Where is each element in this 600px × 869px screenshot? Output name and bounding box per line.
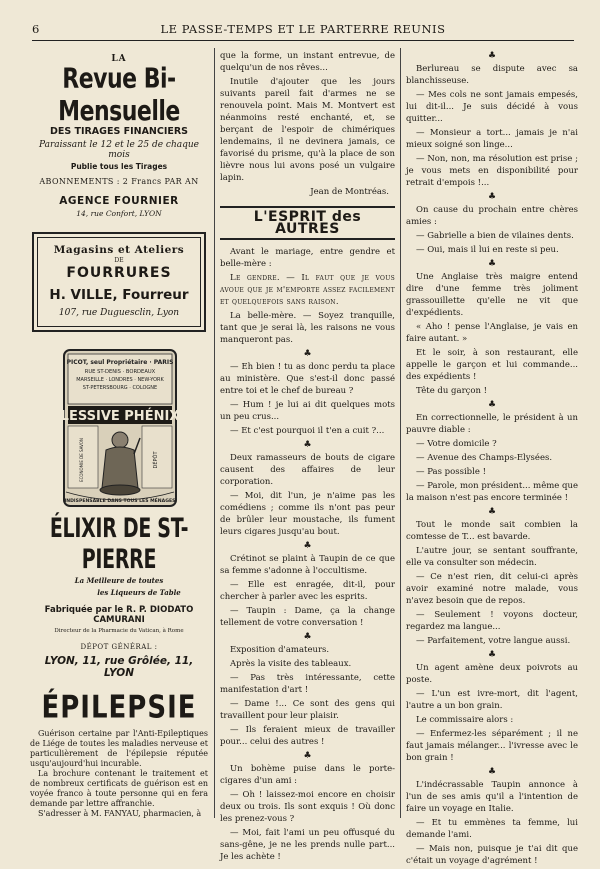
paragraph: L'indécrassable Taupin annonce à l'un de ses amis qu'il a l'intention de faire un voyage en Italie. <box>406 780 578 814</box>
paragraph: — L'un est ivre-mort, dit l'agent, l'autre a un bon grain. <box>406 689 578 711</box>
ad-fourrures-magasins: Magasins et Ateliers <box>53 244 185 256</box>
ad-elixir-depot: DÉPOT GÉNÉRAL : <box>80 643 158 651</box>
ad-revue-publie: Publie tous les Tirages <box>70 162 168 171</box>
club-ornament: ♣ <box>487 400 497 410</box>
paragraph: — Elle est enragée, dit-il, pour chercher à parler avec les esprits. <box>220 580 395 602</box>
lessive-right-text: DÉPÔT <box>153 451 159 469</box>
ad-epilepsie-p3: S'adresser à M. FANYAU, pharmacien, à <box>38 809 202 818</box>
middle-column <box>220 50 395 865</box>
anecdote-block <box>220 763 395 863</box>
anecdote-block <box>406 519 578 647</box>
ad-revue-subtitle: DES TIRAGES FINANCIERS <box>49 126 189 137</box>
paragraph: — Non, non, ma résolution est prise ; je vous mets en disponibilité pour retrait d'empois !... <box>406 154 578 188</box>
paragraph: — Moi, fait l'ami un peu offusqué du sans-gêne, je ne les prends nulle part... Je les achète ! <box>220 828 395 862</box>
anecdote-block <box>406 412 578 504</box>
paragraph: La belle-mère. — Soyez tranquille, tant que je serai là, les raisons ne vous manqueront pas. <box>220 311 395 345</box>
club-ornament: ♣ <box>303 541 312 551</box>
paragraph: Et le soir, à son restaurant, elle appelle le garçon et lui commande... des expédients ! <box>406 348 578 382</box>
lessive-brand: LESSIVE PHÉNIX <box>60 409 180 424</box>
paragraph: — Moi, dit l'un, je n'aime pas les comédiens ; comme ils n'ont pas peur de brûler leur moustache, ils fument leurs cigares jusqu'au bout. <box>220 491 395 537</box>
ad-fourrures-de: DE <box>114 257 124 264</box>
anecdote-block <box>220 452 395 538</box>
paragraph: En correctionnelle, le président à un pauvre diable : <box>406 413 578 435</box>
paragraph: — Parfaitement, votre langue aussi. <box>416 636 571 646</box>
club-ornament: ♣ <box>487 192 497 202</box>
paragraph: — Gabrielle a bien de vilaines dents. <box>416 231 574 241</box>
page-number: 6 <box>32 22 40 36</box>
club-ornament: ♣ <box>487 767 497 777</box>
paragraph: Un agent amène deux poivrots au poste. <box>406 663 578 685</box>
section-heading: L'ESPRIT des AUTRES <box>220 206 395 240</box>
ad-elixir-fabrique: Fabriquée par le R. P. DIODATO CAMURANI <box>44 605 194 625</box>
paragraph: — Ce n'est rien, dit celui-ci après avoir examiné notre malade, vous n'avez besoin que de repos. <box>406 572 578 606</box>
paragraph: Après la visite des tableaux. <box>230 659 352 669</box>
ad-elixir-st-pierre <box>30 513 208 679</box>
lessive-left-text: ECONOMIE DE SAVON <box>79 438 84 482</box>
paragraph: — Dame !... Ce sont des gens qui travaillent pour leur plaisir. <box>220 699 395 721</box>
column-divider <box>214 48 215 818</box>
paragraph: — Monsieur a tort... jamais je n'ai mieux soigné son linge... <box>406 128 578 150</box>
club-ornament: ♣ <box>487 51 497 61</box>
club-ornament: ♣ <box>487 259 497 269</box>
club-ornament: ♣ <box>303 349 312 359</box>
paragraph: Une Anglaise très maigre entend dire d'une femme très joliment grassouillette qu'elle ne vit que d'expédients. <box>406 272 578 318</box>
ad-epilepsie-p2: La brochure contenant le traitement et de nombreux certificats de guérison est en voyée franco à toute personne qui en fera demande par lettre affranchie. <box>30 769 208 808</box>
paragraph: Tout le monde sait combien la comtesse de T... est bavarde. <box>406 520 578 542</box>
paragraph: — Pas possible ! <box>416 467 486 477</box>
ad-epilepsie <box>30 690 208 819</box>
paragraph: — Parole, mon président... même que la maison n'est pas encore terminée ! <box>406 481 578 503</box>
ad-epilepsie-title: ÉPILEPSIE <box>41 690 197 726</box>
paragraph: Inutile d'ajouter que les jours suivants pareil fait d'armes ne se renouvela point. Mais M. Montvert est néanmoins resté enchanté, et, se berçant de l'espoir de chimériques lendemains, il ne devinera jamais, ce favorisé du prisme, qu'à la place de son lièvre nous lui avons posé un vulgaire lapin. <box>220 77 395 183</box>
ad-elixir-lyon: LYON, 11, rue Grôlée, 11, LYON <box>44 655 194 679</box>
paragraph: — Eh bien ! tu as donc perdu ta place au ministère. Que s'est-il donc passé entre toi et le chef de bureau ? <box>220 362 395 396</box>
ad-revue-title: Revue Bi-Mensuelle <box>58 63 180 128</box>
paragraph: Un bohème puise dans le porte-cigares d'un ami : <box>220 764 395 786</box>
paragraph: On cause du prochain entre chères amies : <box>406 205 578 227</box>
ad-elixir-title: ÉLIXIR DE ST-PIERRE <box>49 513 189 575</box>
lessive-line4: ST-PETERSBOURG · COLOGNE <box>82 385 158 391</box>
club-ornament: ♣ <box>303 440 312 450</box>
lessive-line2: RUE ST-DENIS · BORDEAUX <box>84 369 156 375</box>
paragraph: — Enfermez-les séparément ; il ne faut jamais mélanger... l'ivresse avec le bon grain ! <box>406 729 578 763</box>
paragraph: — Votre domicile ? <box>416 439 497 449</box>
paragraph: — Et c'est pourquoi il t'en a cuit ?... <box>230 426 385 436</box>
ad-elixir-meilleure: La Meilleure de toutes <box>74 576 164 585</box>
lessive-package-illustration <box>30 342 208 512</box>
lessive-bottom: INDISPENSABLE DANS TOUS LES MÉNAGES <box>64 499 176 504</box>
club-ornament: ♣ <box>487 507 497 517</box>
running-header <box>32 22 574 38</box>
anecdote-block <box>406 271 578 397</box>
right-column <box>406 50 578 869</box>
ad-elixir-liqueurs: les Liqueurs de Table <box>97 588 181 597</box>
ad-fourrures-maison: H. VILLE, Fourreur <box>49 287 189 303</box>
paragraph: Avant le mariage, entre gendre et belle-mère : <box>220 247 395 269</box>
paragraph: Exposition d'amateurs. <box>230 645 330 655</box>
anecdote-block <box>406 63 578 189</box>
lessive-top-label: PICOT, seul Propriétaire · PARIS <box>66 359 174 366</box>
paragraph: — Hum ! je lui ai dit quelques mots un peu crus... <box>220 400 395 422</box>
header-rule <box>32 40 574 41</box>
paragraph: — Oui, mais il lui en reste si peu. <box>416 245 559 255</box>
ad-revue-abonnements: ABONNEMENTS : 2 Francs PAR AN <box>39 177 199 186</box>
ad-revue-agence: AGENCE FOURNIER <box>59 195 179 207</box>
paragraph: — Taupin : Dame, ça la change tellement de votre conversation ! <box>220 606 395 628</box>
paragraph: — Pas très intéressante, cette manifestation d'art ! <box>220 673 395 695</box>
author-signature: Jean de Montréas. <box>310 187 389 197</box>
paragraph: — Avenue des Champs-Elysées. <box>416 453 553 463</box>
paragraph: Berlureau se dispute avec sa blanchisseuse. <box>406 64 578 86</box>
advertisement-column <box>30 50 208 819</box>
club-ornament: ♣ <box>303 632 312 642</box>
paragraph: — Oh ! laissez-moi encore en choisir deux ou trois. Ils sont exquis ! Où donc les prenez-vous ? <box>220 790 395 824</box>
club-ornament: ♣ <box>487 650 497 660</box>
anecdote-block <box>220 644 395 748</box>
anecdote-block <box>406 662 578 764</box>
paragraph: « Aho ! pense l'Anglaise, je vais en faire autant. » <box>406 322 578 344</box>
paragraph: Le commissaire alors : <box>416 715 514 725</box>
anecdote-block <box>220 553 395 629</box>
journal-title: LE PASSE-TEMPS ET LE PARTERRE REUNIS <box>160 22 446 36</box>
paragraph: que la forme, un instant entrevue, de quelqu'un de nos rêves... <box>220 51 395 73</box>
anecdote-block <box>406 204 578 256</box>
lessive-line3: MARSEILLE · LONDRES · NEW-YORK <box>76 377 164 383</box>
ad-revue-parution: Paraissant le 12 et le 25 de chaque mois <box>38 140 200 160</box>
ad-elixir-directeur: Directeur de la Pharmacie du Vatican, à Rome <box>54 628 184 634</box>
paragraph: — Mes cols ne sont jamais empesés, lui dit-il... Je suis décidé à vous quitter... <box>406 90 578 124</box>
paragraph: Tête du garçon ! <box>416 386 488 396</box>
ad-fourrures <box>32 232 206 332</box>
paragraph: — Et tu emmènes ta femme, lui demande l'ami. <box>406 818 578 840</box>
ad-fourrures-adresse: 107, rue Duguesclin, Lyon <box>58 308 180 318</box>
ad-lessive-phenix <box>30 342 208 512</box>
anecdote-block <box>220 246 395 346</box>
ad-fourrures-title: FOURRURES <box>66 265 172 281</box>
anecdote-block <box>406 779 578 867</box>
ad-revue-bimensuelle <box>30 54 208 218</box>
ad-revue-adresse: 14, rue Confort, LYON <box>76 209 162 218</box>
paragraph: L'autre jour, se sentant souffrante, elle va consulter son médecin. <box>406 546 578 568</box>
anecdote-block <box>220 361 395 437</box>
paragraph: Deux ramasseurs de bouts de cigare causent des affaires de leur corporation. <box>220 453 395 487</box>
ad-revue-la: LA <box>111 54 127 64</box>
paragraph: Crétinot se plaint à Taupin de ce que sa femme s'adonne à l'occultisme. <box>220 554 395 576</box>
paragraph: — Mais non, puisque je t'ai dit que c'était un voyage d'agrément ! <box>406 844 578 866</box>
column-divider <box>400 48 401 818</box>
paragraph: — Seulement ! voyons docteur, regardez ma langue... <box>406 610 578 632</box>
paragraph: — Ils feraient mieux de travailler pour... celui des autres ! <box>220 725 395 747</box>
club-ornament: ♣ <box>303 751 312 761</box>
paragraph: Le gendre. — Il faut que je vous avoue que je m'emporte assez facilement et quelquefois sans raison. <box>220 273 395 307</box>
ad-epilepsie-p1: Guérison certaine par l'Anti-Epileptiques de Liége de toutes les maladies nerveuse et particulièrement de l'épilepsie réputée usqu'aujourd'hui incurable. <box>30 729 208 768</box>
